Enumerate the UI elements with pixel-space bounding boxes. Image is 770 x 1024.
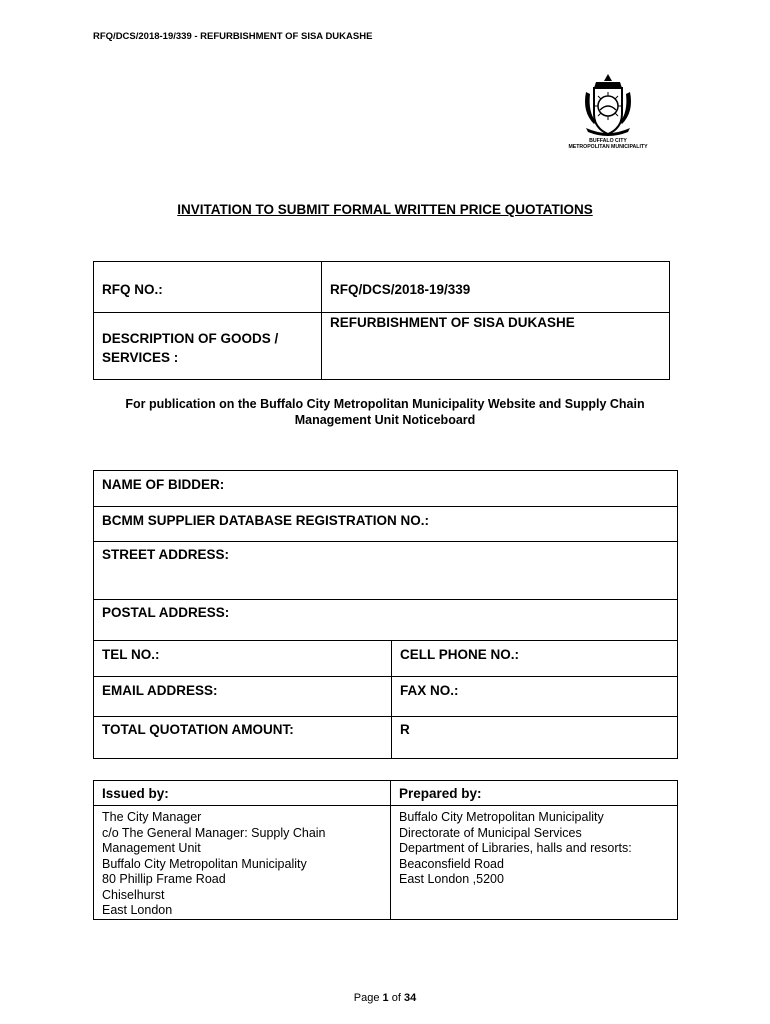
issued-by-address xyxy=(94,806,391,920)
issued-by-line: The City Manager xyxy=(102,810,202,824)
cell-phone-no-label: CELL PHONE NO.: xyxy=(392,641,678,677)
bidder-details-table xyxy=(93,470,678,759)
page-word: Page xyxy=(353,992,380,1004)
prepared-by-line: Buffalo City Metropolitan Municipality xyxy=(399,810,604,824)
issued-by-line: Management Unit xyxy=(102,841,201,855)
page-footer xyxy=(0,992,770,1004)
of-word: of xyxy=(391,992,401,1004)
issued-prepared-table xyxy=(93,780,678,920)
issued-by-line: 80 Phillip Frame Road xyxy=(102,872,226,886)
fax-no-label: FAX NO.: xyxy=(392,677,678,717)
issued-by-line: Buffalo City Metropolitan Municipality xyxy=(102,856,307,871)
rfq-table xyxy=(93,261,670,380)
prepared-by-line: Beaconsfield Road xyxy=(399,856,504,871)
registration-no-label: BCMM SUPPLIER DATABASE REGISTRATION NO.: xyxy=(94,507,678,542)
municipal-crest-icon xyxy=(560,72,656,138)
issued-by-line: c/o The General Manager: Supply Chain xyxy=(102,825,326,840)
description-value: REFURBISHMENT OF SISA DUKASHE xyxy=(322,313,670,380)
rfq-no-value: RFQ/DCS/2018-19/339 xyxy=(322,262,670,313)
issued-by-line: East London xyxy=(102,903,173,917)
logo-text-line2: METROPOLITAN MUNICIPALITY xyxy=(568,144,648,150)
document-header-reference: RFQ/DCS/2018-19/339 - REFURBISHMENT OF SISA DUKASHE xyxy=(93,31,373,42)
rfq-no-label: RFQ NO.: xyxy=(94,262,322,313)
name-of-bidder-label: NAME OF BIDDER: xyxy=(94,471,678,507)
total-quotation-amount-label: TOTAL QUOTATION AMOUNT: xyxy=(94,717,392,759)
email-address-label: EMAIL ADDRESS: xyxy=(94,677,392,717)
issued-by-line: Chiselhurst xyxy=(102,887,165,902)
page-number: 1 xyxy=(382,992,389,1004)
tel-no-label: TEL NO.: xyxy=(94,641,392,677)
prepared-by-label: Prepared by: xyxy=(391,781,678,806)
page-title: INVITATION TO SUBMIT FORMAL WRITTEN PRICE QUOTATIONS xyxy=(177,202,593,217)
total-pages: 34 xyxy=(403,992,417,1004)
municipal-logo xyxy=(560,72,656,152)
logo-text-line1: BUFFALO CITY xyxy=(589,138,627,144)
issued-by-label: Issued by: xyxy=(94,781,391,806)
total-quotation-currency: R xyxy=(392,717,678,759)
description-label: DESCRIPTION OF GOODS / SERVICES : xyxy=(94,313,322,380)
prepared-by-line: Directorate of Municipal Services xyxy=(399,825,582,840)
prepared-by-address xyxy=(391,806,678,920)
prepared-by-line: East London ,5200 xyxy=(399,872,504,886)
street-address-label: STREET ADDRESS: xyxy=(94,542,678,600)
prepared-by-line: Department of Libraries, halls and resorts: xyxy=(399,841,632,855)
publication-note: For publication on the Buffalo City Metropolitan Municipality Website and Supply Chain Management Unit Noticeboard xyxy=(125,397,645,427)
postal-address-label: POSTAL ADDRESS: xyxy=(94,600,678,641)
